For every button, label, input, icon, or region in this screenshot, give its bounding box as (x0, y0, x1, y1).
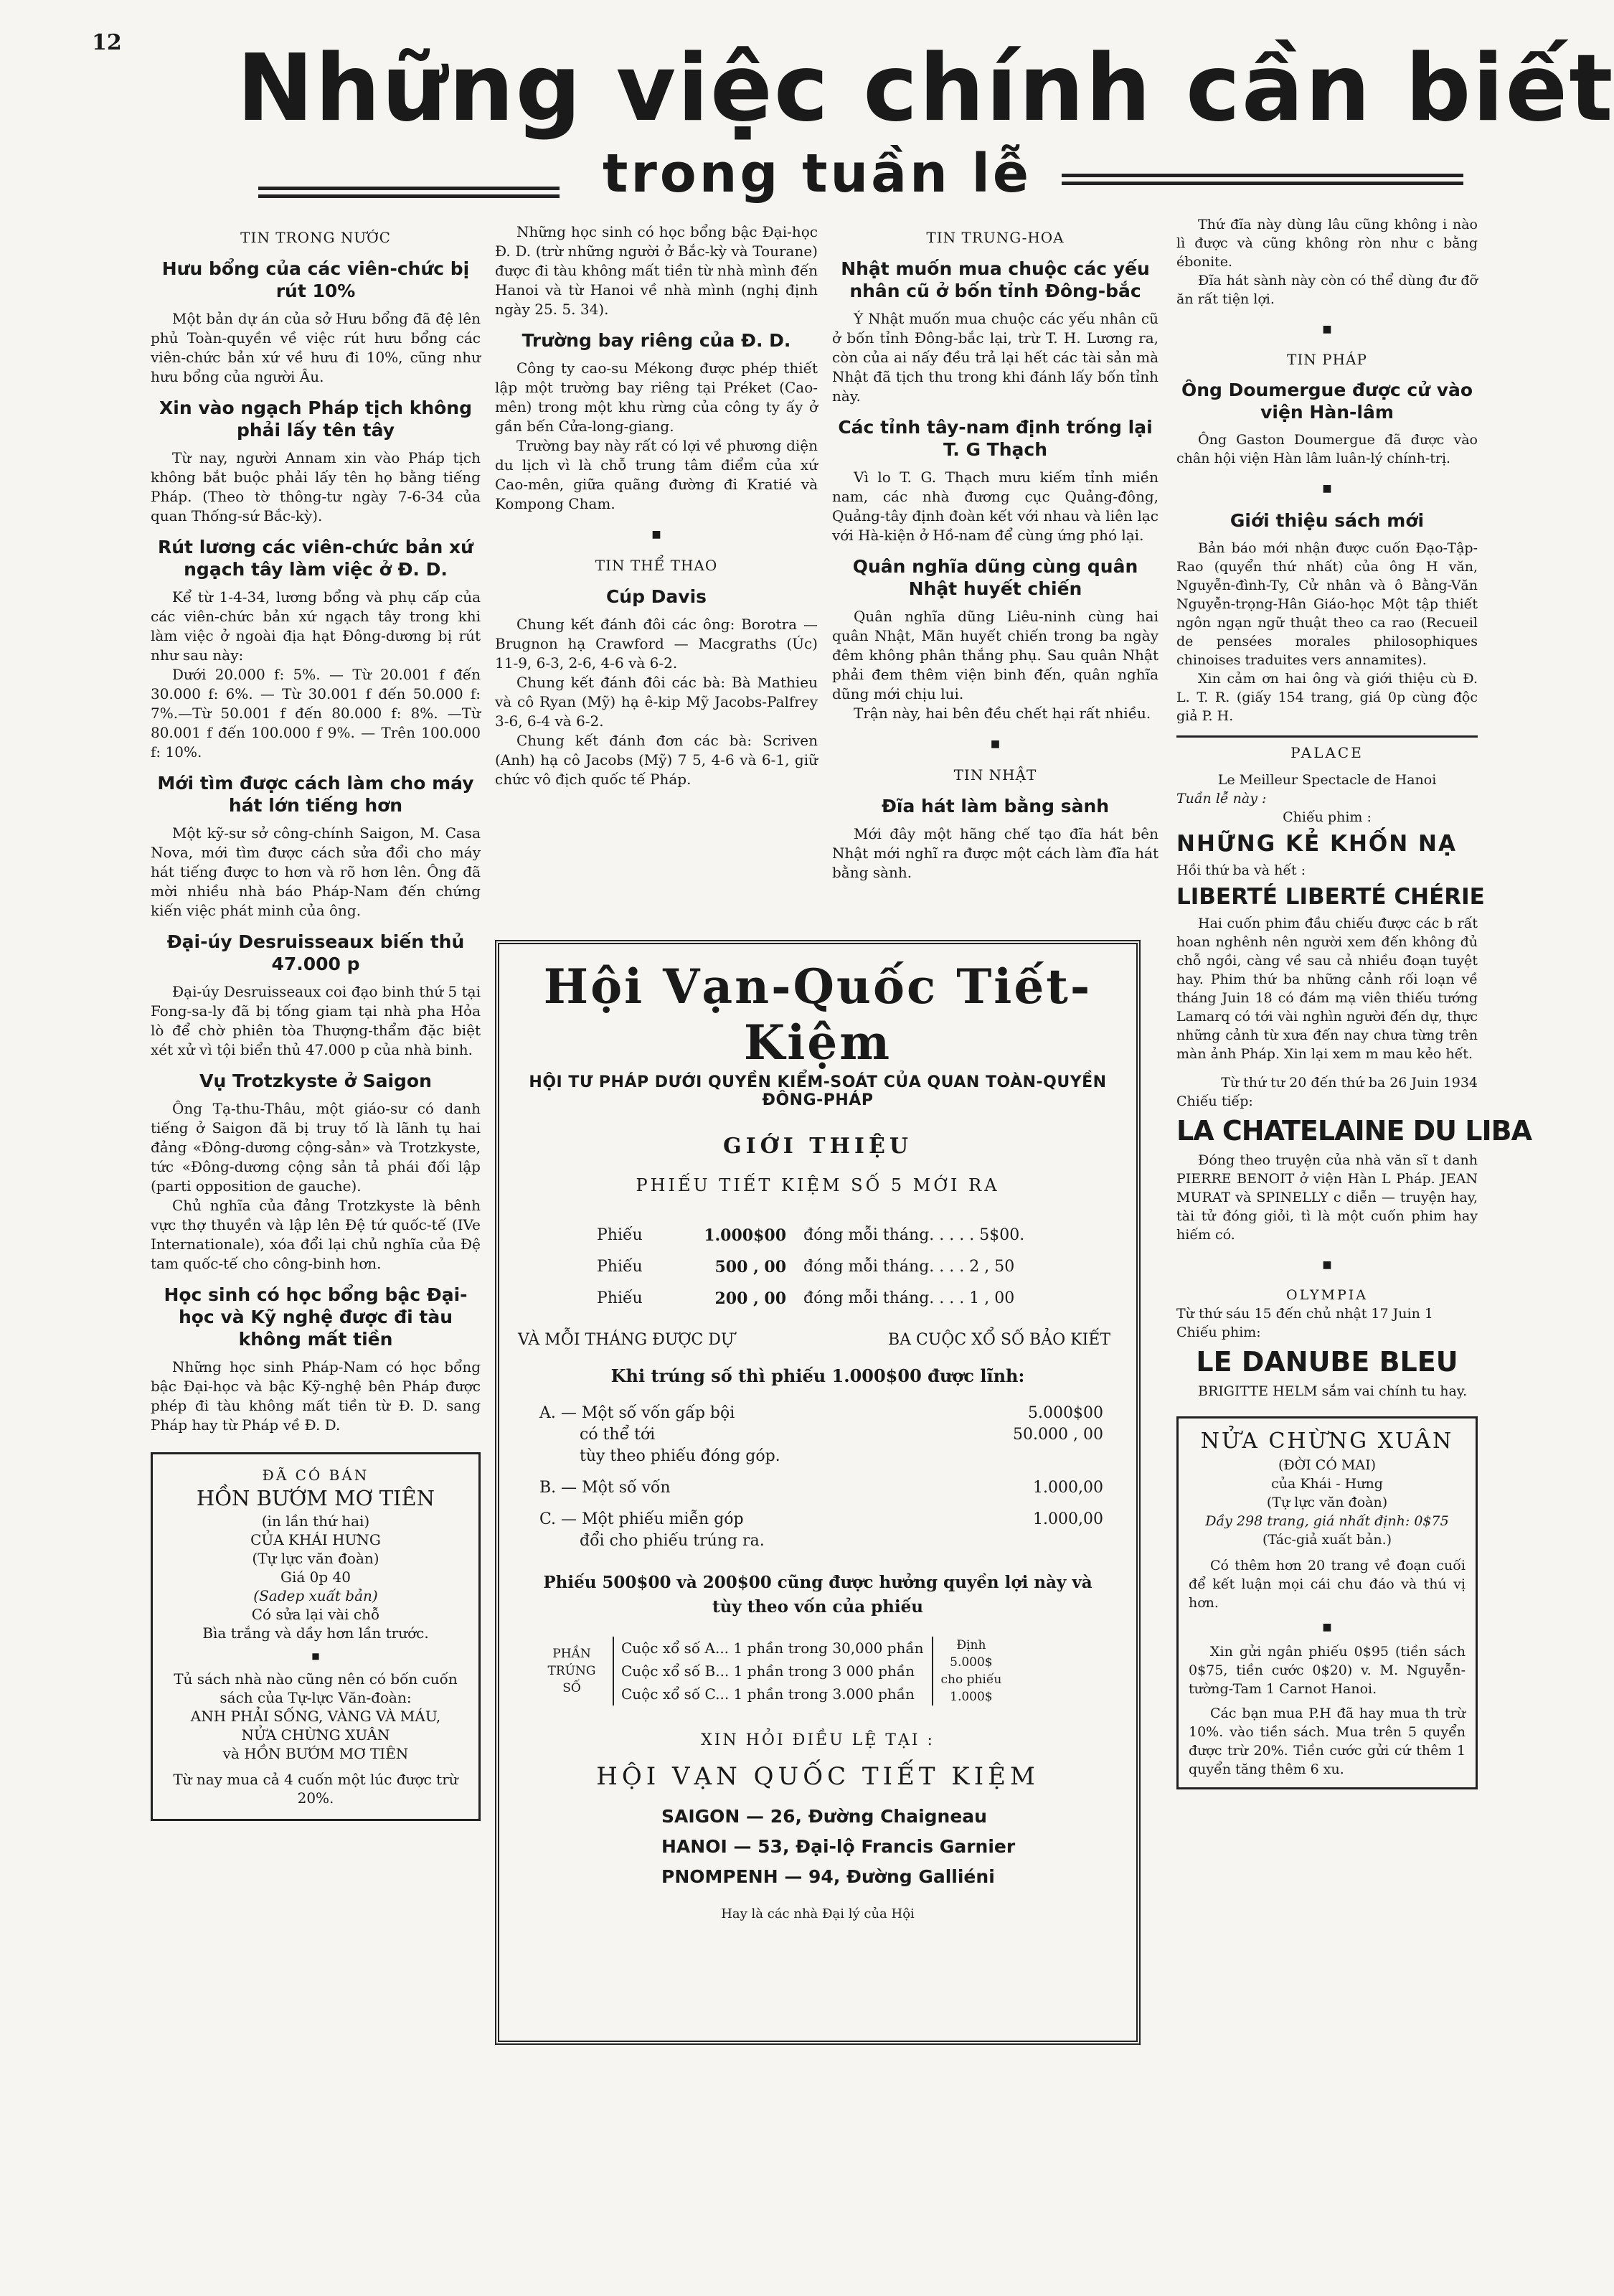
article-body: Mới đây một hãng chế tạo đĩa hát bên Nhật mới nghĩ ra được một cách làm đĩa hát bằng sành. (832, 825, 1158, 881)
draw-table: PHẦN TRÚNG SỐ Cuộc xổ số A... 1 phần trong 30,000 phần Cuộc xổ số B... 1 phần trong 3 000 phần Cuộc xổ số C... 1 phần trong 3.000 phần Định 5.000$ cho phiếu 1.000$ (547, 1638, 1002, 1704)
page-title: Những việc chính cần biết (237, 35, 1614, 142)
article-headline: Các tỉnh tây-nam định trống lại T. G Thạch (838, 417, 1153, 460)
article-body: Những học sinh có học bổng bậc Đại-học Đ. D. (trừ những người ở Bắc-kỳ và Tourane) được đi tàu không mất tiền từ nhà mình đến Hanoi và từ Hanoi về nhà mình (nghị định ngày 25. 5. 34). (495, 223, 818, 318)
article-body: Xin cảm ơn hai ông và giới thiệu cù Đ. L. T. R. (giấy 154 trang, giá 0p cùng độc giả P. H. (1176, 671, 1478, 724)
ad-line: (ĐỜI CÓ MAI) (1278, 1457, 1377, 1473)
page-number: 12 (92, 30, 122, 55)
ad-line: (Tự lực văn đoàn) (252, 1550, 379, 1567)
draw-row: Cuộc xổ số A... 1 phần trong 30,000 phần (621, 1639, 924, 1657)
article-body: Bản báo mới nhận được cuốn Đạo-Tập-Rao (quyển thứ nhất) của ông H văn, Nguyễn-đình-Ty, Cử nhân và ô Bằng-Văn Nguyễn-trọng-Hân Giáo-học Một tập thiết ngôn ngạn ngữ thuật theo ca rao (Recueil de pensées morales philosophiques chinoises traduites vers annamites). (1176, 540, 1478, 668)
ad-line: (in lần thứ hai) (261, 1512, 370, 1530)
article-body: Ông Tạ-thu-Thâu, một giáo-sư có danh tiếng ở Saigon đã bị truy tố là lãnh tụ hai đảng «Đông-dương cộng-sản» và Trotzkyste, tức «Đông-dương cộng sản tả phái đối lập (parti opposition de gauche). (151, 1100, 481, 1195)
ad-line: Có sửa lại vài chỗ (251, 1606, 380, 1623)
section-label: TIN TRONG NƯỚC (240, 229, 391, 246)
cinema-name: PALACE (1290, 744, 1364, 761)
cinema-show: Chiếu phim: (1176, 1325, 1261, 1340)
ad-line: ANH PHẢI SỐNG, VÀNG VÀ MÁU, (190, 1708, 441, 1725)
divider: ■ (990, 738, 1001, 750)
divider: ■ (651, 529, 661, 540)
ticket-row: Phiếu 500 , 00 đóng mỗi tháng. . . . 2 , 50 (597, 1258, 1015, 1276)
ad-line: (Sadep xuất bản) (253, 1587, 378, 1604)
ticket-row: Phiếu 1.000$00 đóng mỗi tháng. . . . . 5$00. (597, 1226, 1025, 1245)
draw-row: Cuộc xổ số C... 1 phần trong 3.000 phần (621, 1685, 915, 1703)
film-description: BRIGITTE HELM sắm vai chính tu hay. (1198, 1383, 1468, 1399)
section-label: TIN THỂ THAO (595, 557, 718, 574)
film-title: LA CHATELAINE DU LIBA (1176, 1115, 1532, 1147)
article-body: Ông Gaston Doumergue đã được vào chân hội viện Hàn lâm luân-lý chính-trị. (1176, 432, 1478, 466)
article-headline: Đĩa hát làm bằng sành (881, 796, 1110, 817)
article-body: Thứ đĩa này dùng lâu cũng không i nào lì được và cũng không ròn như c bằng ébonite. (1176, 217, 1478, 270)
article-body: Đại-úy Desruisseaux coi đạo binh thứ 5 tại Fong-sa-ly đã bị tống giam tại nhà pha Hỏa lò để chờ phiên tòa Thượng-thẩm đặc biệt xét xử vì tội biển thủ 47.000 p của nhà binh. (151, 983, 481, 1058)
cinema-dates: Từ thứ tư 20 đến thứ ba 26 Juin 1934 (1221, 1075, 1478, 1091)
title-rule-left (258, 187, 560, 198)
article-body: Dưới 20.000 f: 5%. — Từ 20.001 f đến 30.000 f: 6%. — Từ 30.001 f đến 50.000 f: 7%.—Từ 50.001 f đến 80.000 f: 8%. —Từ 80.001 f đến 100.000 f 9%. — Trên 100.000 f: 10%. (151, 666, 481, 761)
article-body: Từ nay, người Annam xin vào Pháp tịch không bắt buộc phải lấy tên họ bằng tiếng Pháp. (Theo tờ thông-tư ngày 7-6-34 của quan Thống-sứ Bắc-kỳ). (151, 449, 481, 524)
ad-intro: GIỚI THIỆU (723, 1134, 912, 1159)
ad-line: (Tác-giả xuất bản.) (1262, 1532, 1392, 1548)
article-body: Ý Nhật muốn mua chuộc các yếu nhân cũ ở bốn tỉnh Đông-bắc lại, trừ T. H. Lương ra, còn của ai nấy đều trả lại hết các tài sản mà Nhật đã tịch thu trong khi đánh lấy bốn tỉnh này. (832, 310, 1158, 405)
ad-line: và HỒN BƯỚM MƠ TIÊN (222, 1745, 409, 1762)
article-headline: Xin vào ngạch Pháp tịch không phải lấy tên tây (159, 397, 472, 441)
article-body: Đĩa hát sành này còn có thể dùng đư đỡ ăn rất tiện lợi. (1176, 273, 1478, 307)
ad-subtitle: HỘI TƯ PHÁP DƯỚI QUYỀN KIỂM-SOÁT CỦA QUAN TOÀN-QUYỀN ĐÔNG-PHÁP (529, 1073, 1107, 1109)
page-subtitle: trong tuần lễ (603, 143, 1032, 204)
ticket-row: Phiếu 200 , 00 đóng mỗi tháng. . . . 1 , 00 (597, 1289, 1015, 1308)
article-headline: Ông Doumergue được cử vào viện Hàn-lâm (1181, 380, 1473, 423)
cinema-week: Tuần lễ này : (1176, 791, 1267, 806)
article-body: Chung kết đánh đôi các bà: Bà Mathieu và cô Ryan (Mỹ) hạ ê-kip Mỹ Jacobs-Palfrey 3-6, 6-4 và 6-2. (495, 674, 818, 730)
article-headline: Nhật muốn mua chuộc các yếu nhân cũ ở bốn tỉnh Đông-bắc (841, 258, 1150, 301)
ad-offer: Từ nay mua cả 4 cuốn một lúc được trừ 20%. (173, 1771, 458, 1807)
ad-line: (Tự lực văn đoàn) (1266, 1495, 1388, 1510)
article-headline: Hưu bổng của các viên-chức bị rút 10% (161, 258, 470, 301)
article-headline: Đại-úy Desruisseaux biến thủ 47.000 p (166, 931, 465, 974)
article-body: Một kỹ-sư sở công-chính Saigon, M. Casa Nova, mới tìm được cách sửa đổi cho máy hát tiếng được to hơn và rõ hơn lên. Ông đã mời nhiều nhà báo Pháp-Nam đến chứng kiến việc phát minh của ông. (151, 824, 481, 919)
ad-line: ĐÃ CÓ BÁN (262, 1467, 369, 1484)
ad-ticket: PHIẾU TIẾT KIỆM SỐ 5 MỚI RA (636, 1175, 1000, 1195)
ad-line: Xin gửi ngân phiếu 0$95 (tiền sách 0$75, tiền cước 0$20) v. M. Nguyễn-tường-Tam 1 Carnot Hanoi. (1189, 1644, 1466, 1697)
column-domestic-2 (495, 222, 818, 789)
title-rule-right (1062, 174, 1463, 185)
ad-line: NỬA CHỪNG XUÂN (241, 1726, 390, 1744)
article-body: Trường bay này rất có lợi về phương diện du lịch vì là chỗ trung tâm điểm của xứ Cao-mên, giữa quãng đường đi Kratié và Kompong Cham. (495, 437, 818, 512)
ad-line: của Khái - Hưng (1271, 1476, 1383, 1492)
article-headline: Vụ Trotzkyste ở Saigon (199, 1071, 432, 1091)
cinema-show: Chiếu tiếp: (1176, 1093, 1253, 1109)
article-headline: Mới tìm được cách làm cho máy hát lớn tiếng hơn (157, 773, 474, 816)
draw-row: Cuộc xổ số B... 1 phần trong 3 000 phần (621, 1662, 915, 1680)
ad-line: Bìa trắng và dầy hơn lần trước. (202, 1624, 429, 1642)
divider: ■ (1322, 1259, 1332, 1271)
ad-title: Hội Vạn-Quốc Tiết-Kiệm (543, 959, 1092, 1071)
article-body: Kể từ 1-4-34, lương bổng và phụ cấp của các viên-chức bản xứ ngạch tây trong khi làm việc ở ngoài địa hạt Đông-dương bị rút như sau này: (151, 588, 481, 664)
ad-line: CỦA KHÁI HƯNG (250, 1531, 381, 1548)
article-body: Quân nghĩa dũng Liêu-ninh cùng hai quân Nhật, Mãn huyết chiến trong ba ngày đêm không phân thắng phụ. Sau quân Nhật phải đem thêm viện binh đến, quân nghĩa dũng mới chịu lui. (832, 608, 1158, 702)
ad-addresses: SAIGON — 26, Đường Chaigneau HANOI — 53, Đại-lộ Francis Garnier PNOMPENH — 94, Đường Galliéni (661, 1806, 1016, 1887)
column-domestic (151, 222, 481, 1821)
ad-foot: Hay là các nhà Đại lý của Hội (721, 1906, 915, 1921)
article-body: Một bản dự án của sở Hưu bổng đã đệ lên phủ Toàn-quyền về việc rút hưu bổng các viên-chức bản xứ về hưu đi 10%, cũng như hưu bổng của người Âu. (151, 310, 481, 385)
column-french (1176, 215, 1532, 2095)
cinema-tagline: Le Meilleur Spectacle de Hanoi (1217, 772, 1437, 788)
film-title: LE DANUBE BLEU (1196, 1346, 1458, 1378)
article-body: Trận này, hai bên đều chết hại rất nhiều. (854, 705, 1151, 722)
article-body: Chung kết đánh đôi các ông: Borotra — Brugnon hạ Crawford — Macgraths (Úc) 11-9, 6-3, 2-6, 4-6 và 6-2. (495, 616, 818, 672)
article-body: Công ty cao-su Mékong được phép thiết lập một trường bay riêng tại Préket (Cao-mên) trong một khu rừng của công ty ấy ở gần bến Cửa-long-giang. (495, 359, 818, 435)
section-label: TIN NHẬT (953, 766, 1037, 784)
film-description: Hai cuốn phim đầu chiếu được các b rất hoan nghênh nên người xem đến không đủ chỗ ngồi, càng về sau cả nhiều đoạn tuyệt hay. Phim thứ ba những cảnh rối loạn về tháng Juin 18 có đám mạ viên thiếu tướng Lamarq có tới vài nghìn người đến dự, thực những cảnh từ xưa đến nay chưa từng trên màn ảnh Pháp. Xin lại xem m mau kẻo hết. (1176, 916, 1478, 1062)
book-ad-hon-buom: ĐÃ CÓ BÁN HỒN BƯỚM MƠ TIÊN (in lần thứ hai) CỦA KHÁI HƯNG (Tự lực văn đoàn) Giá 0p 40 (Sadep xuất bản) Có sửa lại vài chỗ Bìa trắng và dầy hơn lần trước. ■ Tủ sách nhà nào cũng nên có bốn cuốn sách của Tự-lực Văn-đoàn: ANH PHẢI SỐNG, VÀNG VÀ MÁU, NỬA CHỪNG XUÂN và HỒN BƯỚM MƠ TIÊN Từ nay mua cả 4 cuốn một lúc được trừ 20%. (151, 1452, 481, 1821)
ad-line: Các bạn mua P.H đã hay mua th trừ 10%. vào tiền sách. Mua trên 5 quyển được trừ 20%. Tiền cước gửi cứ thêm 1 quyển tăng thêm 6 xu. (1189, 1705, 1466, 1777)
article-headline: Rút lương các viên-chức bản xứ ngạch tây làm việc ở Đ. D. (158, 537, 473, 580)
film-title: NHỮNG KẺ KHỐN NẠ (1176, 831, 1457, 857)
article-body: Những học sinh Pháp-Nam có học bổng bậc Đại-học và bậc Kỹ-nghệ bên Pháp được phép đi tàu không mất tiền từ Đ. D. sang Pháp hay từ Pháp về Đ. D. (151, 1358, 481, 1434)
article-headline: Học sinh có học bổng bậc Đại-học và Kỹ nghệ được đi tàu không mất tiền (164, 1284, 468, 1350)
article-body: Chung kết đánh đơn các bà: Scriven (Anh) hạ cô Jacobs (Mỹ) 7 5, 4-6 và 6-1, giữ chức vô địch quốc tế Pháp. (495, 732, 818, 788)
divider: ■ (1322, 324, 1332, 335)
ad-win: Khi trúng số thì phiếu 1.000$00 được lĩnh: (610, 1365, 1025, 1386)
cinema-name: OLYMPIA (1286, 1287, 1368, 1303)
ad-monthly: VÀ MỖI THÁNG ĐƯỢC DỰ (518, 1331, 735, 1349)
column-foreign (832, 222, 1158, 883)
article-headline: Cúp Davis (605, 586, 707, 607)
article-headline: Giới thiệu sách mới (1230, 510, 1425, 531)
divider: ■ (1322, 483, 1332, 494)
ad-line: Tủ sách nhà nào cũng nên có bốn cuốn sách của Tự-lực Văn-đoàn: (174, 1670, 458, 1706)
ad-book-title: NỬA CHỪNG XUÂN (1200, 1429, 1454, 1454)
hoi-van-quoc-ad: Hội Vạn-Quốc Tiết-Kiệm HỘI TƯ PHÁP DƯỚI QUYỀN KIỂM-SOÁT CỦA QUAN TOÀN-QUYỀN ĐÔNG-PHÁP GIỚI THIỆU PHIẾU TIẾT KIỆM SỐ 5 MỚI RA Phiếu 1.000$00 đóng mỗi tháng. . . . . 5$00. Phiếu 500 , 00 đóng mỗi tháng. . . . 2 , 50 Phiếu 200 , 00 đóng mỗi tháng. . . . 1 , 00 VÀ MỖI THÁNG ĐƯỢC DỰ BA CUỘC XỔ SỐ BẢO KIẾT Khi trúng số thì phiếu 1.000$00 được lĩnh: A. — Một số vốn gấp bội 5.000$00 có thể tới 50.000 , 00 tùy theo phiếu đóng góp. B. — Một số vốn 1.000,00 C. — Một phiếu miễn góp 1.000,00 đổi cho phiếu trúng ra. Phiếu 500$00 và 200$00 cũng được hưởng quyền lợi này và tùy theo vốn của phiếu PHẦN TRÚNG SỐ Cuộc xổ số A... 1 phần trong 30,000 phần Cuộc xổ số B... 1 phần trong 3 000 phần Cuộc xổ số C... 1 phần trong 3.000 phần Định 5.000$ cho phiếu 1.000$ XIN HỎI ĐIỀU LỆ TẠI : HỘI VẠN QUỐC TIẾT KIỆM SAIGON — 26, Đường Chaigneau HANOI — 53, Đại-lộ Francis Garnier PNOMPENH — 94, Đường Galliéni Hay là các nhà Đại lý của Hội (495, 940, 1141, 2045)
ad-price: Dầy 298 trang, giá nhất định: 0$75 (1205, 1513, 1449, 1529)
article-body: Vì lo T. G. Thạch mưu kiếm tỉnh miền nam, các nhà đương cục Quảng-đông, Quảng-tây định đoàn kết với nhau và liên lạc với Hà-kiện ở Hồ-nam để cùng ứng phó lại. (832, 469, 1158, 544)
ad-lottery: BA CUỘC XỔ SỐ BẢO KIẾT (887, 1331, 1110, 1349)
cinema-show: Chiếu phim : (1283, 809, 1372, 825)
ad-org: HỘI VẠN QUỐC TIẾT KIỆM (596, 1762, 1039, 1791)
section-label: TIN TRUNG-HOA (926, 229, 1065, 246)
ad-price: Giá 0p 40 (280, 1568, 351, 1586)
ad-book-title: HỒN BƯỚM MƠ TIÊN (196, 1486, 435, 1510)
film-description: Đóng theo truyện của nhà văn sĩ t danh PIERRE BENOIT ở viện Hàn L Pháp. JEAN MURAT và SPINELLY c diễn — truyện hay, tài tử đóng giỏi, tì là một cuốn phim hay hiếm có. (1176, 1152, 1478, 1243)
article-headline: Trường bay riêng của Đ. D. (522, 330, 791, 351)
article-headline: Quân nghĩa dũng cùng quân Nhật huyết chiến (852, 556, 1138, 599)
article-body: Chủ nghĩa của đảng Trotzkyste là bênh vực thợ thuyền và lập lên Đệ tứ quốc-tế (IVe Internationale), xóa đổi lại chủ nghĩa của Đệ tam quốc-tế cho công-binh hơn. (151, 1197, 481, 1272)
book-ad-nua-chung-xuan: NỬA CHỪNG XUÂN (ĐỜI CÓ MAI) của Khái - Hưng (Tự lực văn đoàn) Dầy 298 trang, giá nhất định: 0$75 (Tác-giả xuất bản.) Có thêm hơn 20 trang về đoạn cuối để kết luận mọi cái chu đáo và thú vị hơn. ■ Xin gửi ngân phiếu 0$95 (tiền sách 0$75, tiền cước 0$20) v. M. Nguyễn-tường-Tam 1 Carnot Hanoi. Các bạn mua P.H đã hay mua th trừ 10%. vào tiền sách. Mua trên 5 quyển được trừ 20%. Tiền cước gửi cứ thêm 1 quyển tăng thêm 6 xu. (1176, 1416, 1478, 1789)
section-label: TIN PHÁP (1287, 351, 1367, 368)
ad-line: Có thêm hơn 20 trang về đoạn cuối để kết luận mọi cái chu đáo và thú vị hơn. (1189, 1558, 1466, 1611)
cinema-dates: Từ thứ sáu 15 đến chủ nhật 17 Juin 1 (1176, 1306, 1433, 1322)
ad-contact: XIN HỎI ĐIỀU LỆ TẠI : (701, 1731, 935, 1749)
film-note: Hồi thứ ba và hết : (1176, 862, 1306, 878)
ad-note: Phiếu 500$00 và 200$00 cũng được hưởng quyền lợi này và tùy theo vốn của phiếu (543, 1573, 1092, 1617)
film-title: LIBERTÉ LIBERTÉ CHÉRIE (1176, 884, 1485, 910)
